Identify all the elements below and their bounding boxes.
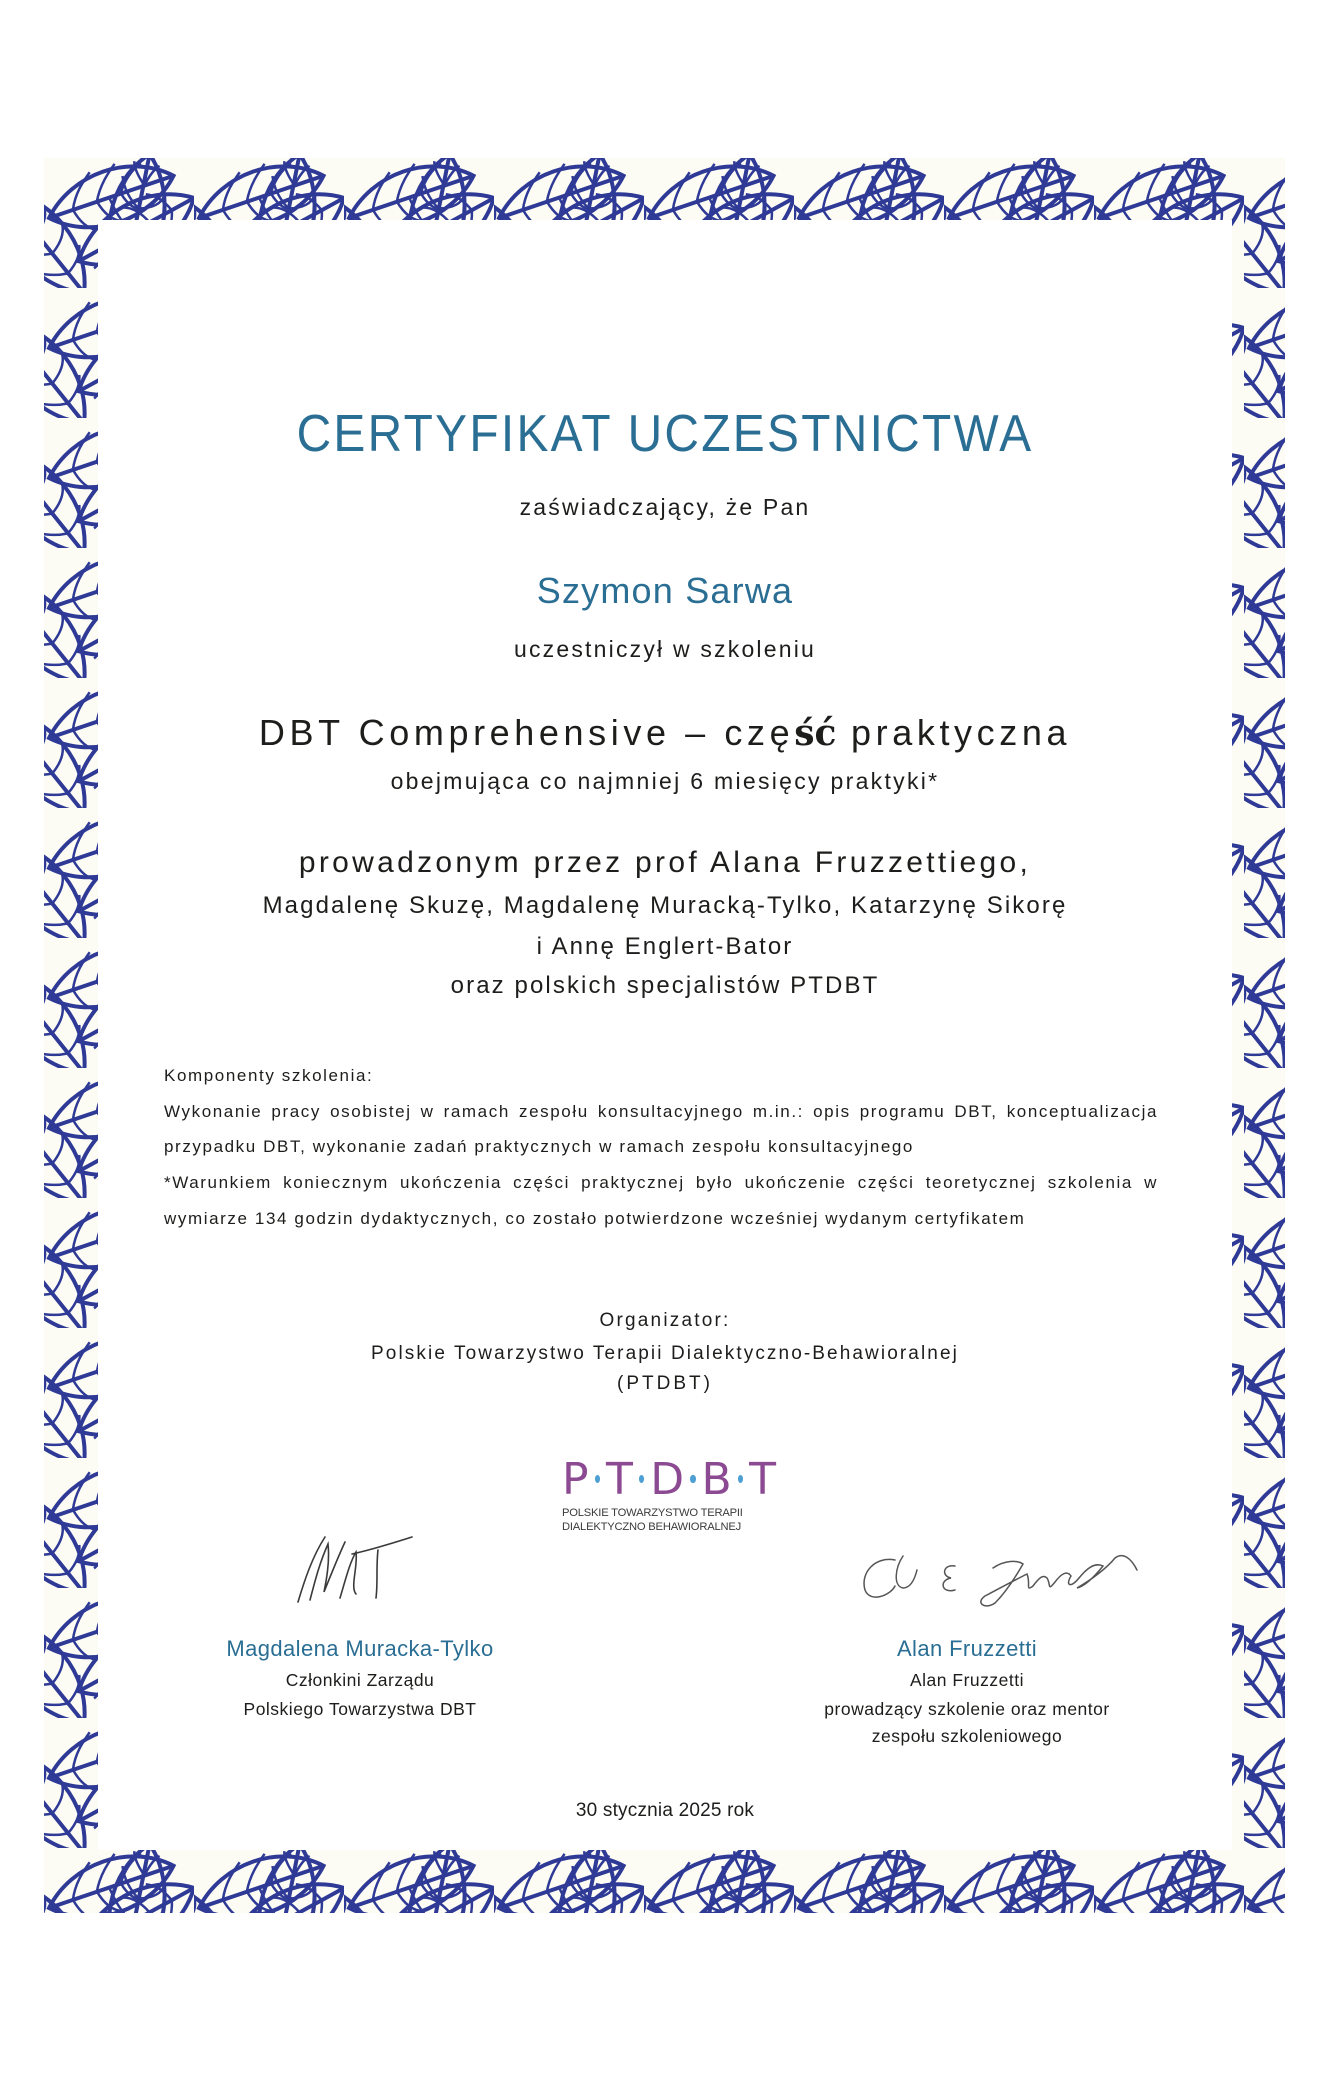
led-by-line-1: prowadzonym przez prof Alana Fruzzettiego, (298, 846, 1032, 879)
signatory-name: Alan Fruzzetti (896, 1636, 1038, 1661)
logo-dot-icon (690, 1475, 695, 1483)
organizer-label: Organizator: (599, 1310, 731, 1331)
signatory-right (767, 1636, 1167, 1747)
recipient-name: Szymon Sarwa (536, 570, 794, 611)
course-name-part1: DBT Comprehensive – czę (258, 712, 795, 753)
attest-line: zaświadczający, że Pan (519, 494, 811, 520)
course-name-part2: praktyczna (836, 712, 1072, 753)
signatory-role-line-2: Polskiego Towarzystwa DBT (243, 1699, 477, 1719)
led-by-line-2: Magdalenę Skuzę, Magdalenę Muracką-Tylko, Katarzynę Sikorę (262, 892, 1068, 919)
led-by-line-3: i Annę Englert-Bator (536, 933, 794, 960)
signature-fruzzetti-icon (855, 1548, 1145, 1613)
signatory-name: Magdalena Muracka-Tylko (226, 1636, 494, 1661)
logo-letter: B (701, 1453, 732, 1505)
logo-dot-icon (639, 1475, 644, 1483)
course-name-special-chars: ść (794, 712, 837, 754)
training-components (164, 1058, 1158, 1237)
course-subtitle: obejmująca co najmniej 6 miesięcy praktyki* (390, 768, 940, 794)
logo-letter: P (562, 1453, 589, 1505)
components-heading: Komponenty szkolenia: (164, 1066, 374, 1085)
logo-letters (562, 1453, 776, 1505)
components-paragraph-2: *Warunkiem koniecznym ukończenia części praktycznej było ukończenie części teoretycznej szkolenia w wymiarze 134 godzin dydaktycznych, co zostało potwierdzone wcześniej wydanym certyfikatem (164, 1173, 1158, 1228)
ptdbt-logo (562, 1453, 776, 1548)
certificate-title: CERTYFIKAT UCZESTNICTWA (296, 405, 1034, 463)
logo-subtitle (562, 1506, 776, 1534)
signatory-left (160, 1636, 560, 1720)
signatory-role-line-1: Alan Fruzzetti (910, 1670, 1024, 1690)
organizer-abbr: (PTDBT) (617, 1373, 713, 1394)
signatory-role-line-1: Członkini Zarządu (285, 1670, 435, 1690)
signature-muracka-tylko-icon (290, 1532, 420, 1607)
signatory-role-line-2: prowadzący szkolenie oraz mentor (824, 1699, 1110, 1719)
organizer-name: Polskie Towarzystwo Terapii Dialektyczno-Behawioralnej (371, 1343, 959, 1364)
participated-line: uczestniczył w szkoleniu (513, 636, 817, 662)
logo-subtitle-line-1: POLSKIE TOWARZYSTWO TERAPII (562, 1507, 743, 1519)
led-by-line-4: oraz polskich specjalistów PTDBT (450, 972, 880, 999)
logo-subtitle-line-2: DIALEKTYCZNO BEHAWIORALNEJ (562, 1521, 742, 1533)
logo-letter: T (605, 1453, 633, 1505)
logo-letter: T (749, 1453, 776, 1505)
certificate-date: 30 stycznia 2025 rok (575, 1800, 755, 1821)
logo-dot-icon (595, 1475, 600, 1483)
logo-dot-icon (738, 1475, 743, 1483)
course-name (0, 712, 1330, 754)
signatory-role-line-3: zespołu szkoleniowego (871, 1726, 1063, 1746)
logo-letter: D (650, 1453, 685, 1505)
components-paragraph-1: Wykonanie pracy osobistej w ramach zespołu konsultacyjnego m.in.: opis programu DBT, konceptualizacja przypadku DBT, wykonanie zadań praktycznych w ramach zespołu konsultacyjnego (164, 1101, 1158, 1157)
